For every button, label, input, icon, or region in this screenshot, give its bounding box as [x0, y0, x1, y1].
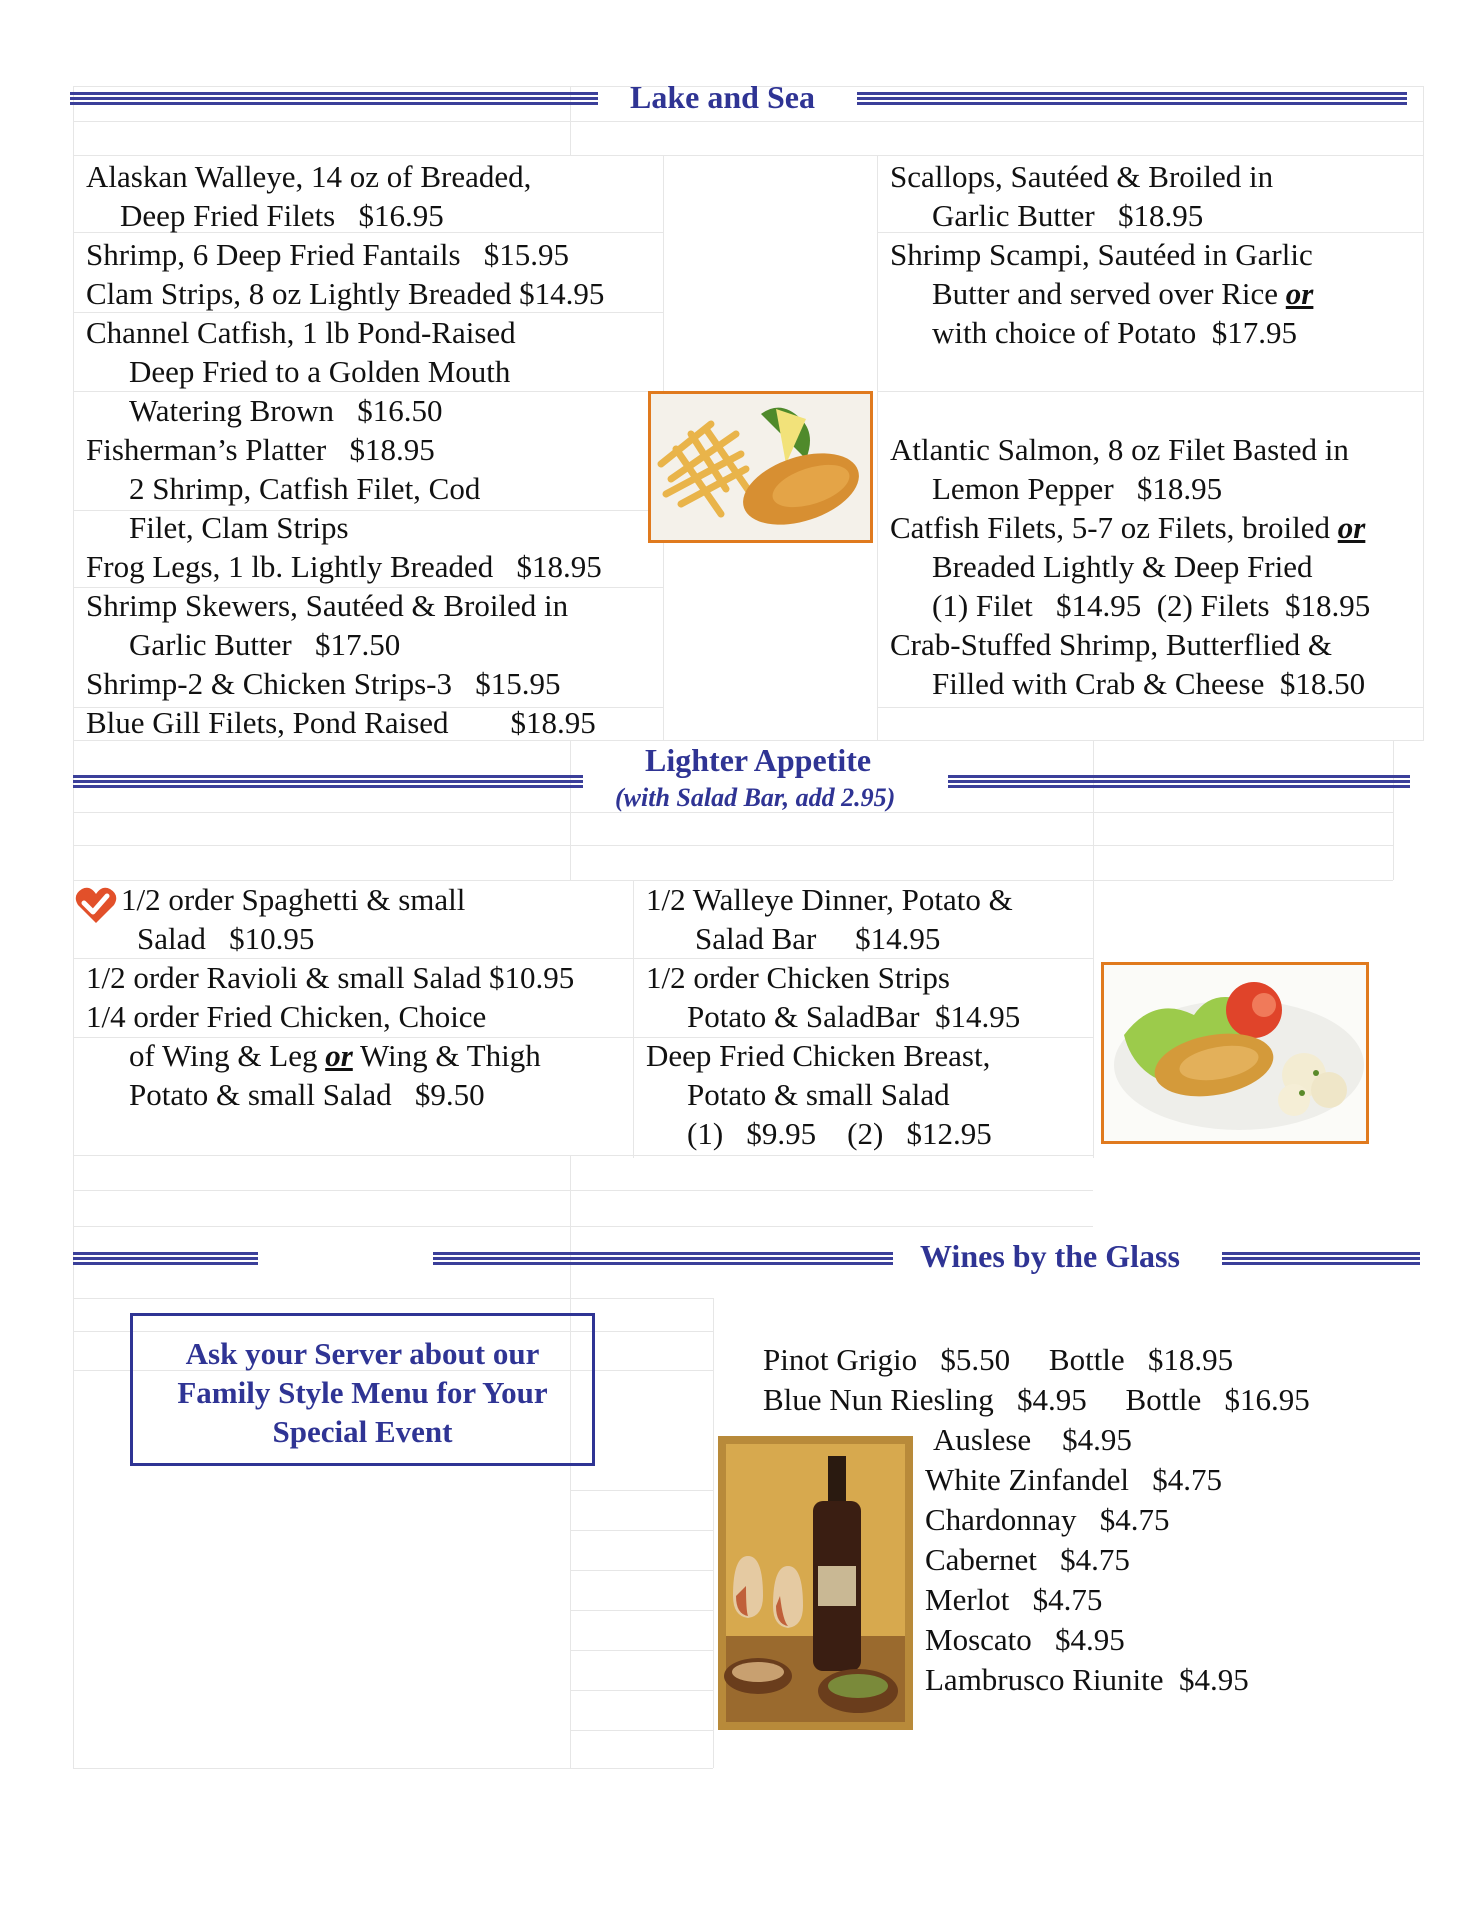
family-style-callout	[130, 1313, 595, 1466]
callout-line: Ask your Server about our	[185, 1336, 540, 1371]
menu-item-line: Watering Brown $16.50	[129, 393, 443, 428]
wine-photo	[718, 1436, 913, 1730]
or-emphasis: or	[1285, 276, 1314, 311]
lighter-appetite-subtitle: (with Salad Bar, add 2.95)	[615, 783, 896, 812]
menu-item-line: Shrimp Scampi, Sautéed in Garlic	[890, 237, 1313, 272]
callout-line: Special Event	[272, 1414, 453, 1449]
heading-rule-left	[73, 775, 583, 789]
menu-item-line: 1/2 Walleye Dinner, Potato &	[646, 882, 1013, 917]
callout-line: Family Style Menu for Your	[177, 1375, 548, 1410]
menu-item-line	[890, 508, 1365, 547]
menu-item-line: Potato & SaladBar $14.95	[687, 999, 1021, 1034]
wine-item: Lambrusco Riunite $4.95	[925, 1662, 1249, 1697]
heading-rule-left	[73, 1252, 258, 1266]
menu-item-line: Salad $10.95	[137, 921, 315, 956]
menu-item-line: Alaskan Walleye, 14 oz of Breaded,	[86, 159, 532, 194]
menu-item-line: Shrimp, 6 Deep Fried Fantails $15.95	[86, 237, 570, 272]
menu-item-line: Deep Fried Chicken Breast,	[646, 1038, 991, 1073]
menu-item-line: 1/2 order Ravioli & small Salad $10.95	[86, 960, 575, 995]
wine-item: Auslese $4.95	[933, 1422, 1132, 1457]
menu-item-line: Garlic Butter $17.50	[129, 627, 401, 662]
wine-item: White Zinfandel $4.75	[925, 1462, 1222, 1497]
wine-item: Cabernet $4.75	[925, 1542, 1130, 1577]
menu-item-line: 1/2 order Spaghetti & small	[121, 882, 466, 917]
menu-item-line: Frog Legs, 1 lb. Lightly Breaded $18.95	[86, 549, 602, 584]
menu-item-line: Breaded Lightly & Deep Fried	[932, 549, 1313, 584]
wine-item: Pinot Grigio $5.50 Bottle $18.95	[763, 1342, 1234, 1377]
heading-rule-middle	[433, 1252, 893, 1266]
menu-item-line	[129, 1036, 541, 1075]
heading-rule-right	[948, 775, 1410, 789]
menu-item-line: Filled with Crab & Cheese $18.50	[932, 666, 1366, 701]
chicken-salad-photo	[1101, 962, 1369, 1144]
menu-item-line: Atlantic Salmon, 8 oz Filet Basted in	[890, 432, 1349, 467]
menu-item-line: Lemon Pepper $18.95	[932, 471, 1223, 506]
or-emphasis: or	[1337, 510, 1366, 545]
heading-rule-left	[70, 92, 598, 106]
lake-sea-title: Lake and Sea	[630, 79, 815, 115]
menu-item-line: 1/2 order Chicken Strips	[646, 960, 950, 995]
fish-and-chips-photo	[648, 391, 873, 543]
item-text: Catfish Filets, 5-7 oz Filets, broiled	[890, 510, 1338, 545]
item-text: Butter and served over Rice	[932, 276, 1286, 311]
wine-item: Merlot $4.75	[925, 1582, 1103, 1617]
wine-item: Chardonnay $4.75	[925, 1502, 1170, 1537]
item-text: of Wing & Leg	[129, 1038, 326, 1073]
wines-title: Wines by the Glass	[920, 1238, 1180, 1274]
menu-item-line: Deep Fried to a Golden Mouth	[129, 354, 511, 389]
menu-item-line: Shrimp-2 & Chicken Strips-3 $15.95	[86, 666, 561, 701]
menu-item-line: Garlic Butter $18.95	[932, 198, 1204, 233]
menu-item-line: 2 Shrimp, Catfish Filet, Cod	[129, 471, 481, 506]
menu-item-line: Shrimp Skewers, Sautéed & Broiled in	[86, 588, 569, 623]
heart-check-icon	[74, 885, 118, 925]
heading-rule-right	[1222, 1252, 1420, 1266]
heading-rule-right	[857, 92, 1407, 106]
wine-item: Blue Nun Riesling $4.95 Bottle $16.95	[763, 1382, 1310, 1417]
menu-item-line	[932, 274, 1313, 313]
menu-item-line: Clam Strips, 8 oz Lightly Breaded $14.95	[86, 276, 605, 311]
menu-item-line: Blue Gill Filets, Pond Raised $18.95	[86, 705, 596, 740]
menu-item-line: Potato & small Salad	[687, 1077, 950, 1112]
menu-item-line: Scallops, Sautéed & Broiled in	[890, 159, 1274, 194]
wine-item: Moscato $4.95	[925, 1622, 1125, 1657]
menu-item-line: with choice of Potato $17.95	[932, 315, 1298, 350]
lighter-appetite-title: Lighter Appetite	[645, 742, 872, 778]
menu-item-line: Fisherman’s Platter $18.95	[86, 432, 435, 467]
menu-item-line: (1) $9.95 (2) $12.95	[687, 1116, 992, 1151]
menu-item-line: Filet, Clam Strips	[129, 510, 349, 545]
menu-item-line: Channel Catfish, 1 lb Pond-Raised	[86, 315, 516, 350]
or-emphasis: or	[325, 1038, 353, 1073]
item-text: Wing & Thigh	[352, 1038, 541, 1073]
menu-item-line: Crab-Stuffed Shrimp, Butterflied &	[890, 627, 1332, 662]
menu-item-line: 1/4 order Fried Chicken, Choice	[86, 999, 487, 1034]
menu-item-line: Salad Bar $14.95	[695, 921, 941, 956]
menu-item-line: (1) Filet $14.95 (2) Filets $18.95	[932, 588, 1371, 623]
menu-item-line: Potato & small Salad $9.50	[129, 1077, 485, 1112]
menu-item-line: Deep Fried Filets $16.95	[120, 198, 444, 233]
